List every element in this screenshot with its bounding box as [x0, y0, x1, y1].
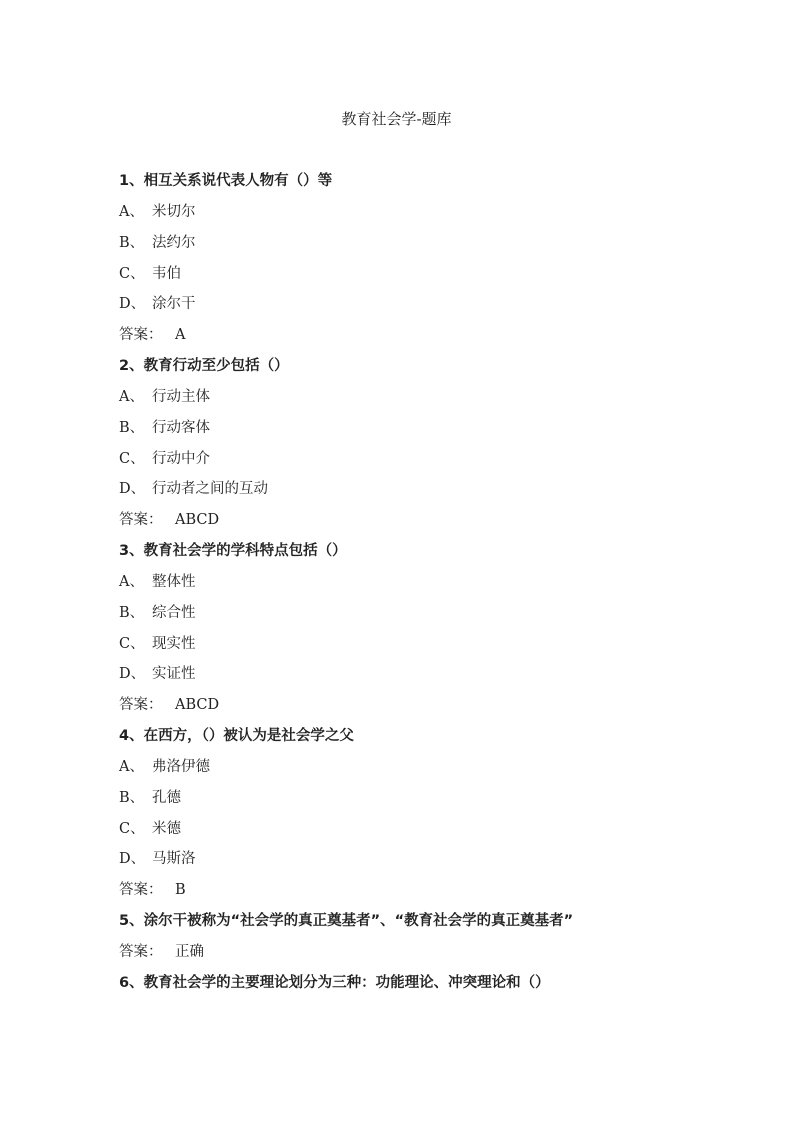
- option-text: 行动主体: [152, 388, 210, 405]
- answer-value: ABCD: [175, 697, 220, 714]
- option-letter: B、: [119, 604, 145, 621]
- option-text: 行动中介: [152, 450, 210, 467]
- option-d: [119, 663, 719, 685]
- option-text: 行动客体: [152, 419, 210, 436]
- option-a: [119, 386, 719, 408]
- option-text: 韦伯: [152, 265, 181, 282]
- option-text: 涂尔干: [152, 296, 196, 313]
- answer-line: [119, 941, 719, 963]
- option-a: [119, 571, 719, 593]
- option-text: 孔德: [152, 789, 181, 806]
- option-d: [119, 848, 719, 870]
- answer-value: 正确: [175, 943, 204, 960]
- option-text: 法约尔: [152, 234, 196, 251]
- option-letter: C、: [119, 820, 145, 837]
- option-letter: B、: [119, 234, 145, 251]
- option-text: 整体性: [152, 573, 196, 590]
- option-c: [119, 818, 719, 840]
- answer-label: 答案：: [119, 882, 163, 899]
- question-text: 2、教育行动至少包括（）: [119, 357, 289, 374]
- answer-label: 答案：: [119, 697, 163, 714]
- option-letter: D、: [119, 481, 146, 498]
- question-1: [119, 170, 719, 346]
- option-letter: A、: [119, 758, 144, 775]
- question-text: 5、涂尔干被称为“社会学的真正奠基者”、“教育社会学的真正奠基者”: [119, 912, 574, 929]
- option-b: [119, 602, 719, 624]
- answer-line: [119, 694, 719, 716]
- option-d: [119, 478, 719, 500]
- option-letter: D、: [119, 296, 146, 313]
- option-b: [119, 787, 719, 809]
- option-letter: A、: [119, 204, 144, 220]
- option-letter: D、: [119, 666, 146, 683]
- option-text: 马斯洛: [152, 851, 196, 868]
- answer-label: 答案：: [119, 512, 163, 529]
- question-list: [119, 170, 719, 1003]
- option-letter: B、: [119, 789, 145, 806]
- option-letter: A、: [119, 573, 144, 590]
- option-c: [119, 633, 719, 655]
- option-b: [119, 232, 719, 254]
- answer-label: 答案：: [119, 943, 163, 960]
- option-letter: B、: [119, 419, 145, 436]
- option-text: 弗洛伊德: [152, 758, 210, 775]
- question-4: [119, 725, 719, 901]
- option-text: 米切尔: [152, 204, 196, 220]
- answer-value: B: [175, 882, 186, 899]
- option-a: [119, 201, 719, 223]
- option-text: 行动者之间的互动: [152, 481, 268, 498]
- option-letter: C、: [119, 635, 145, 652]
- option-c: [119, 263, 719, 285]
- option-text: 综合性: [152, 604, 196, 621]
- option-letter: C、: [119, 265, 145, 282]
- question-6: [119, 972, 719, 994]
- question-text: 3、教育社会学的学科特点包括（）: [119, 542, 347, 559]
- option-letter: C、: [119, 450, 145, 467]
- answer-label: 答案：: [119, 327, 163, 344]
- option-a: [119, 756, 719, 778]
- question-3: [119, 540, 719, 716]
- option-text: 实证性: [152, 666, 196, 683]
- answer-value: A: [175, 327, 186, 344]
- question-2: [119, 355, 719, 531]
- option-b: [119, 417, 719, 439]
- question-text: 1、相互关系说代表人物有（）等: [119, 173, 333, 189]
- question-text: 6、教育社会学的主要理论划分为三种：功能理论、冲突理论和（）: [119, 974, 550, 991]
- question-text: 4、在西方，（）被认为是社会学之父: [119, 727, 354, 744]
- question-5: [119, 910, 719, 963]
- document-title: 教育社会学-题库: [341, 110, 452, 128]
- option-c: [119, 448, 719, 470]
- answer-line: [119, 324, 719, 346]
- option-text: 米德: [152, 820, 181, 837]
- option-letter: D、: [119, 851, 146, 868]
- answer-line: [119, 509, 719, 531]
- option-text: 现实性: [152, 635, 196, 652]
- option-letter: A、: [119, 388, 144, 405]
- option-d: [119, 293, 719, 315]
- answer-line: [119, 879, 719, 901]
- answer-value: ABCD: [175, 512, 220, 529]
